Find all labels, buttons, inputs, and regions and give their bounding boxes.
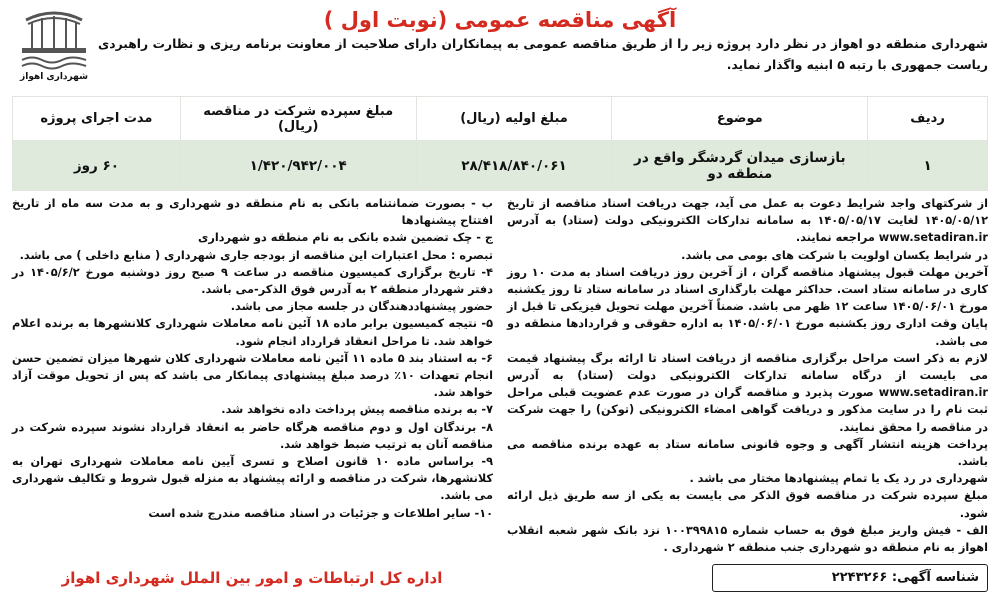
notice-header: [12, 6, 988, 94]
ad-id-box: [712, 564, 988, 592]
paragraph: تبصره : محل اعتبارات این مناقصه از بودجه جاری شهرداری ( منابع داخلی ) می باشد.: [19, 248, 493, 262]
notice-body: [12, 195, 988, 556]
paragraph: حضور پیشنهاددهندگان در جلسه مجاز می باشد.: [230, 300, 493, 314]
paragraph: ۱۰- سایر اطلاعات و جزئیات در اسناد مناقصه مندرج شده است: [148, 506, 493, 520]
notice-intro: شهرداری منطقه دو اهواز در نظر دارد پروژه زیر را از طریق مناقصه عمومی به پیمانکاران دارای صلاحیت از معاونت برنامه ریزی و نظارت راهبردی ریاست جمهوری با رتبه ۵ ابنیه واگذار نماید.: [98, 37, 988, 72]
cell-initial-amount: ۲۸/۴۱۸/۸۴۰/۰۶۱: [416, 141, 612, 191]
left-column: [12, 195, 493, 556]
bridge-logo-icon: [18, 10, 90, 70]
table-header-row: [13, 97, 988, 141]
paragraph: الف - فیش واریز مبلغ فوق به حساب شماره ۱۰۰۳۹۹۸۱۵ نزد بانک شهر شعبه انقلاب اهواز به نام منطقه دو شهرداری جنب منطقه ۲ شهرداری .: [507, 523, 988, 555]
paragraph: پرداخت هزینه انتشار آگهی و وجوه قانونی سامانه ستاد به عهده برنده مناقصه می باشد.: [507, 437, 988, 469]
paragraph: ۹- براساس ماده ۱۰ قانون اصلاح و تسری آیین نامه معاملات شهرداری تهران به کلانشهرها، شرکت در مناقصه و ارائه پیشنهاد به منزله قبول شروط و تکالیف شهرداری می باشد.: [12, 455, 494, 503]
paragraph: شهرداری در رد یک یا تمام پیشنهادها مختار می باشد .: [689, 472, 988, 486]
cell-row-number: ۱: [868, 141, 988, 191]
header-duration: مدت اجرای پروژه: [13, 97, 181, 141]
paragraph: ج - چک تضمین شده بانکی به نام منطقه دو شهرداری: [197, 231, 493, 245]
paragraph: ۵- نتیجه کمیسیون برابر ماده ۱۸ آئین نامه معاملات شهرداری کلانشهرها به برنده اعلام خواهد شد. تا مراحل انعقاد قرارداد انجام شود.: [12, 317, 493, 348]
paragraph: از شرکتهای واجد شرایط دعوت به عمل می آید، جهت دریافت اسناد مناقصه از تاریخ ۱۴۰۵/۰۵/۱۲ لغایت ۱۴۰۵/۰۵/۱۷ به سامانه تدارکات الکترونیکی دولت (ستاد) به آدرس www.setadiran.ir مراجعه نمایند.: [507, 197, 988, 245]
header-initial-amount: مبلغ اولیه (ریال): [416, 97, 612, 141]
department-name: اداره کل ارتباطات و امور بین الملل شهرداری اهواز: [61, 569, 443, 588]
header-subject: موضوع: [612, 97, 868, 141]
header-deposit: مبلغ سپرده شرکت در مناقصه (ریال): [180, 97, 416, 141]
logo-caption: شهرداری اهواز: [20, 72, 88, 82]
project-table: [12, 96, 988, 191]
paragraph: ۸- برندگان اول و دوم مناقصه هرگاه حاضر به انعقاد قرارداد نشوند سپرده شرکت در مناقصه آنان به ترتیب ضبط خواهد شد.: [12, 420, 493, 451]
paragraph: ۷- به برنده مناقصه پیش پرداخت داده نخواهد شد.: [221, 403, 493, 417]
paragraph: ۶- به استناد بند ۵ ماده ۱۱ آئین نامه معاملات شهرداری کلان شهرها میزان تضمین حسن انجام تعهدات ۱۰٪ درصد مبلغ پیشنهادی پیمانکار می باشد که پس از تحویل موقت آزاد خواهد شد.: [12, 351, 494, 400]
cell-subject: بازسازی میدان گردشگر واقع در منطقه دو: [612, 141, 868, 191]
header-row-number: ردیف: [868, 97, 988, 141]
paragraph: ب - بصورت ضمانتنامه بانکی به نام منطقه دو شهرداری و به مدت سه ماه از تاریخ افتتاح پیشنهادها: [12, 197, 493, 228]
cell-duration: ۶۰ روز: [13, 141, 181, 191]
paragraph: ۴- تاریخ برگزاری کمیسیون مناقصه در ساعت ۹ صبح روز دوشنبه مورخ ۱۴۰۵/۶/۲ در دفتر شهردار منطقه ۲ به آدرس فوق الذکر-می باشد.: [12, 265, 494, 297]
notice-title: آگهی مناقصه عمومی (نوبت اول ): [323, 8, 677, 32]
table-row: [13, 141, 988, 191]
cell-deposit: ۱/۴۲۰/۹۴۲/۰۰۴: [180, 141, 416, 191]
paragraph: مبلغ سپرده شرکت در مناقصه فوق الذکر می بایست به یکی از سه طریق ذیل ارائه شود.: [507, 489, 988, 520]
ad-id-label: شناسه آگهی:: [891, 570, 979, 586]
paragraph: در شرایط یکسان اولویت با شرکت های بومی می باشد.: [681, 248, 988, 262]
paragraph: آخرین مهلت قبول پیشنهاد مناقصه گران ، از آخرین روز دریافت اسناد به مدت ۱۰ روز کاری در سامانه ستاد است. حداکثر مهلت بارگذاری اسناد در سامانه ستاد تا روز یکشنبه مورخ ۱۴۰۵/۰۶/۰۱ ساعت ۱۲ ظهر می باشد. ضمناً آخرین مهلت تحویل فیزیکی تا قبل از پایان وقت اداری روز یکشنبه مورخ ۱۴۰۵/۰۶/۰۱ به اداره حقوقی و قراردادها منطقه دو می باشد.: [507, 265, 988, 348]
paragraph: لازم به ذکر است مراحل برگزاری مناقصه از دریافت اسناد تا ارائه برگ پیشنهاد قیمت می بایست از درگاه سامانه تدارکات الکترونیکی دولت (ستاد) به آدرس www.setadiran.ir صورت پذیرد و مناقصه گران در صورت عدم عضویت قبلی مراحل ثبت نام را در سایت مذکور و دریافت گواهی امضاء الکترونیکی (توکن) را جهت شرکت در مناقصه را محقق نمایند.: [507, 351, 988, 434]
right-column: [507, 195, 988, 556]
municipality-logo: [18, 10, 90, 92]
ad-id-number: ۲۲۴۳۲۶۶: [831, 570, 888, 586]
notice-footer: [12, 558, 988, 598]
